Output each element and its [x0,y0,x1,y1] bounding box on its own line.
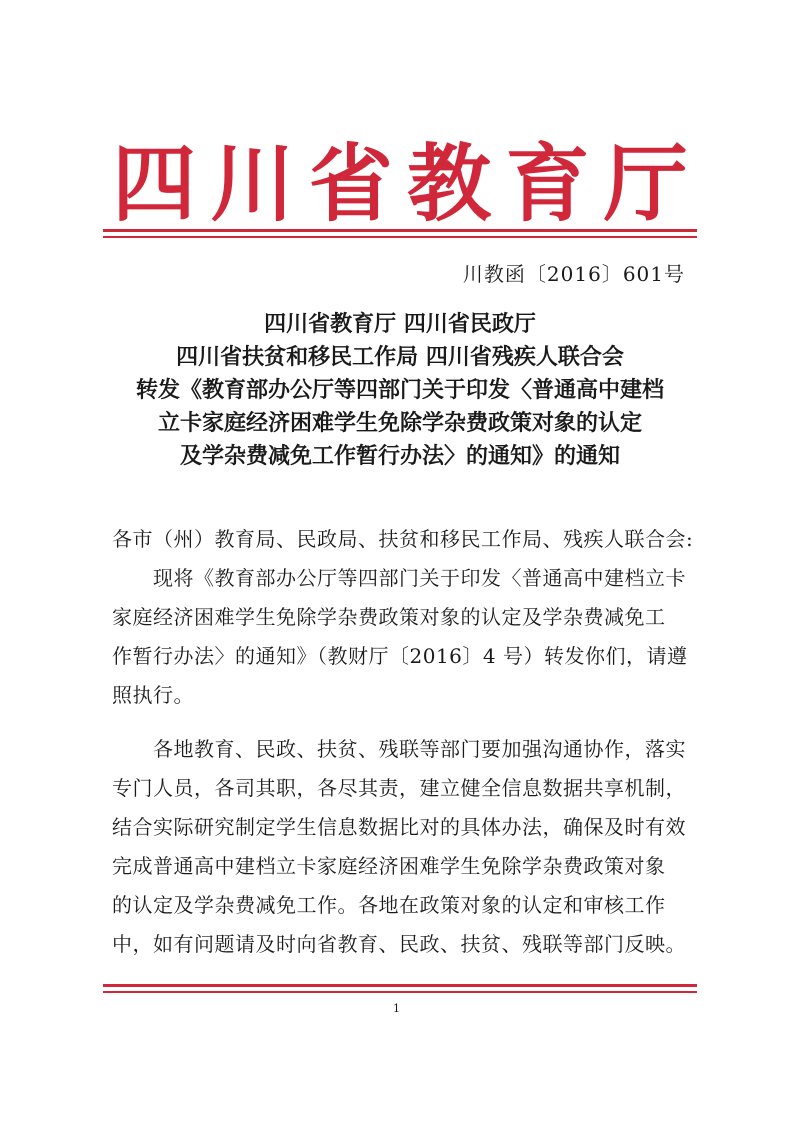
title-line: 四川省教育厅 四川省民政厅 [264,311,536,337]
letterhead-rule-thin [103,236,697,238]
footer-rule-thick [103,984,697,987]
paragraph-line: 结合实际研究制定学生信息数据比对的具体办法，确保及时有效 [112,815,686,839]
title-line: 及学杂费减免工作暂行办法〉的通知》的通知 [179,443,620,469]
title-line: 立卡家庭经济困难学生免除学杂费政策对象的认定 [157,410,642,436]
paragraph-line: 中，如有问题请及时向省教育、民政、扶贫、残联等部门反映。 [112,932,686,956]
footer-rule-thin [103,991,697,993]
title-line: 转发《教育部办公厅等四部门关于印发〈普通高中建档 [135,377,664,403]
letterhead-char: 育 [505,133,590,233]
paragraph-line: 的认定及学杂费减免工作。各地在政策对象的认定和审核工作 [112,893,666,917]
letterhead-char: 教 [407,133,492,233]
paragraph-line: 完成普通高中建档立卡家庭经济困难学生免除学杂费政策对象 [112,854,666,878]
body-paragraph [112,559,697,715]
salutation: 各市（州）教育局、民政局、扶贫和移民工作局、残疾人联合会: [112,527,694,551]
paragraph-line: 照执行。 [112,683,194,707]
letterhead-char: 厅 [603,133,688,233]
paragraph-line: 现将《教育部办公厅等四部门关于印发〈普通高中建档立卡 [112,566,686,590]
letterhead-char: 川 [210,133,295,233]
paragraph-line: 作暂行办法〉的通知》（教财厅〔2016〕4 号）转发你们，请遵 [112,644,688,668]
paragraph-line: 专门人员，各司其职，各尽其责，建立健全信息数据共享机制， [112,776,686,800]
letterhead-char: 省 [308,133,393,233]
letterhead-title [105,122,695,232]
page-number: 1 [393,1002,400,1015]
document-number: 川教函〔2016〕601号 [462,262,685,286]
title-line: 四川省扶贫和移民工作局 四川省残疾人联合会 [176,344,624,370]
document-title [100,308,700,473]
body-paragraph [112,730,697,964]
letterhead-rule-thick [103,229,697,232]
paragraph-line: 家庭经济困难学生免除学杂费政策对象的认定及学杂费减免工 [112,605,666,629]
paragraph-line: 各地教育、民政、扶贫、残联等部门要加强沟通协作，落实 [112,737,686,761]
letterhead-char: 四 [112,133,197,233]
